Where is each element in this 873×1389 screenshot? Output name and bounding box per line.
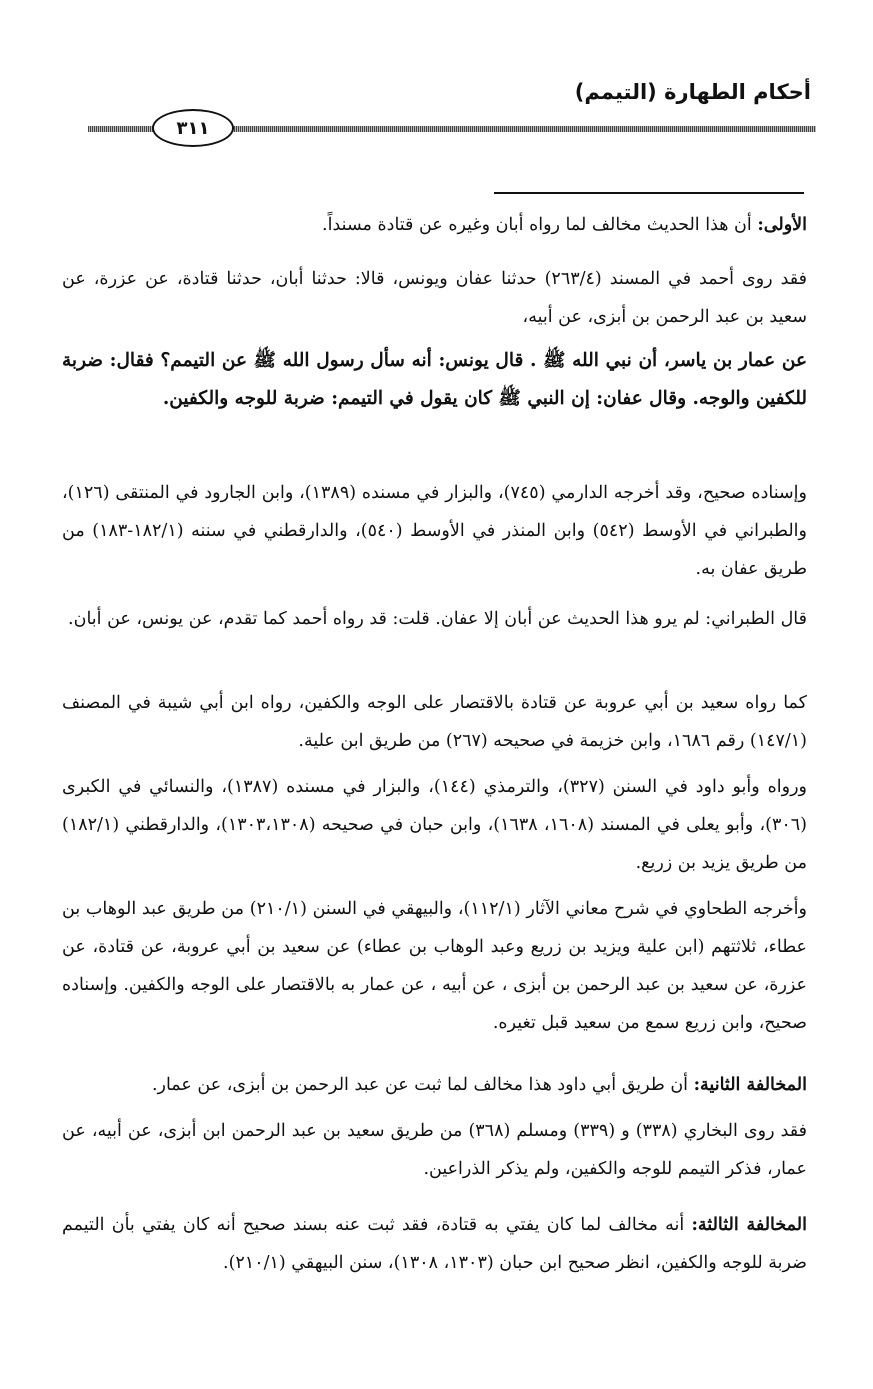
running-header-title: أحكام الطهارة (التيمم) <box>574 80 811 104</box>
paragraph-lead: المخالفة الثانية: <box>693 1075 807 1095</box>
paragraph-text: قال الطبراني: لم يرو هذا الحديث عن أبان إلا عفان. قلت: قد رواه أحمد كما تقدم، عن يونس، عن أبان. <box>68 609 807 629</box>
paragraph-10 <box>62 1112 807 1188</box>
paragraph-7 <box>62 768 807 882</box>
paragraph-text: أنه مخالف لما كان يفتي به قتادة، فقد ثبت عنه بسند صحيح أنه كان يفتي بأن التيمم ضربة للوجه والكفين، انظر صحيح ابن حبان (١٣٠٣، ١٣٠٨)، سنن البيهقي (٢١٠/١). <box>62 1215 807 1273</box>
paragraph-text: فقد روى أحمد في المسند (٢٦٣/٤) حدثنا عفان ويونس، قالا: حدثنا أبان، حدثنا قتادة، عن عزرة، عن سعيد بن عبد الرحمن بن أبزى، عن أبيه، <box>62 269 807 327</box>
hadith-text <box>62 342 807 418</box>
paragraph-text: فقد روى البخاري (٣٣٨) و (٣٣٩) ومسلم (٣٦٨) من طريق سعيد بن عبد الرحمن ابن أبزى، عن أبيه، عن عمار، فذكر التيمم للوجه والكفين، ولم يذكر الذراعين. <box>62 1121 807 1179</box>
paragraph-text: وإسناده صحيح، وقد أخرجه الدارمي (٧٤٥)، والبزار في مسنده (١٣٨٩)، وابن الجارود في المنتقى (١٢٦)، والطبراني في الأوسط (٥٤٢) وابن المنذر في الأوسط (٥٤٠)، والدارقطني في سننه (١٨٢/١-١٨٣) من طريق عفان به. <box>62 483 807 579</box>
paragraph-text: وأخرجه الطحاوي في شرح معاني الآثار (١١٢/١)، والبيهقي في السنن (٢١٠/١) من طريق عبد الوهاب بن عطاء، ثلاثتهم (ابن علية ويزيد بن زريع وعبد الوهاب بن عطاء) عن سعيد بن أبي عروبة، عن قتادة، عن عزرة، عن سعيد بن عبد الرحمن بن أبزى ، عن أبيه ، عن عمار به بالاقتصار على الوجه والكفين. وإسناده صحيح، وابن زريع سمع من سعيد قبل تغيره. <box>62 899 807 1033</box>
paragraph-5 <box>62 600 807 638</box>
paragraph-2 <box>62 260 807 336</box>
paragraph-text: أن هذا الحديث مخالف لما رواه أبان وغيره عن قتادة مسنداً. <box>322 215 758 235</box>
paragraph-lead: المخالفة الثالثة: <box>691 1215 807 1235</box>
page-number: ٣١١ <box>176 117 210 139</box>
paragraph-lead: الأولى: <box>757 215 807 235</box>
paragraph-text: أن طريق أبي داود هذا مخالف لما ثبت عن عبد الرحمن بن أبزى، عن عمار. <box>151 1075 694 1095</box>
paragraph-1 <box>62 206 807 244</box>
paragraph-9 <box>62 1066 807 1104</box>
paragraph-6 <box>62 684 807 760</box>
paragraph-4 <box>62 474 807 588</box>
paragraph-11 <box>62 1206 807 1282</box>
page-number-badge <box>152 109 234 147</box>
paragraph-text: كما رواه سعيد بن أبي عروبة عن قتادة بالاقتصار على الوجه والكفين، رواه ابن أبي شيبة في المصنف (١٤٧/١) رقم ١٦٨٦، وابن خزيمة في صحيحه (٢٦٧) من طريق ابن علية. <box>62 693 807 751</box>
paragraph-text: ورواه وأبو داود في السنن (٣٢٧)، والترمذي (١٤٤)، والبزار في مسنده (١٣٨٧)، والنسائي في الكبرى (٣٠٦)، وأبو يعلى في المسند (١٦٠٨، ١٦٣٨)، وابن حبان في صحيحه (١٣٠٣،١٣٠٨)، والدارقطني (١٨٢/١) من طريق يزيد بن زريع. <box>62 777 807 873</box>
paragraph-8 <box>62 890 807 1042</box>
footnote-separator <box>494 192 804 194</box>
paragraph-text: عن عمار بن ياسر، أن نبي الله ﷺ . قال يونس: أنه سأل رسول الله ﷺ عن التيمم؟ فقال: ضربة للكفين والوجه. وقال عفان: إن النبي ﷺ كان يقول في التيمم: ضربة للوجه والكفين. <box>62 350 807 409</box>
